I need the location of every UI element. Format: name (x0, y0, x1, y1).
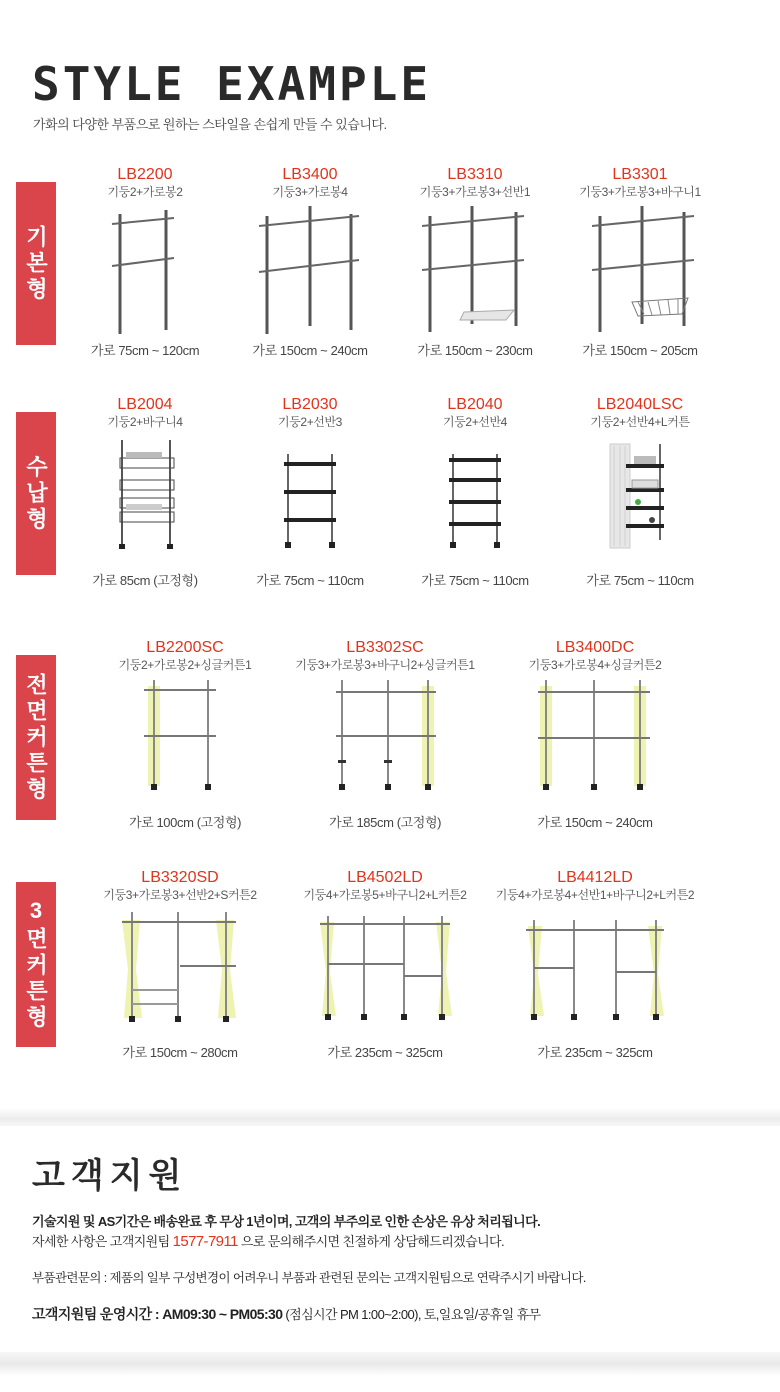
product-lb3302sc[interactable] (280, 639, 490, 673)
product-components: 기둥3+가로봉3+바구니2+싱글커튼1 (295, 658, 475, 672)
product-components: 기둥2+바구니4 (107, 415, 183, 429)
category-storage: 수납형 (16, 412, 56, 575)
product-image-lb2040 (445, 450, 505, 550)
product-width: 가로 75cm ~ 120cm (90, 343, 200, 358)
support-line-parts: 부품관련문의 : 제품의 일부 구성변경이 어려우니 부품과 관련된 문의는 고객지원팀으로 연락주시기 바랍니다. (32, 1271, 586, 1285)
product-lb3400dc[interactable] (500, 639, 690, 673)
product-lb3400[interactable] (225, 166, 395, 200)
product-components: 기둥3+가로봉3+바구니1 (579, 185, 701, 199)
product-lb3310[interactable] (390, 166, 560, 200)
product-code: LB3301 (612, 166, 668, 183)
product-image-lb3301 (590, 202, 700, 336)
product-image-lb4502ld (318, 914, 452, 1020)
product-lb3301[interactable] (555, 166, 725, 200)
page-title: STYLE EXAMPLE (32, 57, 432, 111)
product-width: 가로 85cm (고정형) (92, 573, 198, 588)
product-width: 가로 150cm ~ 230cm (417, 343, 533, 358)
product-components: 기둥2+선반4 (443, 415, 507, 429)
product-image-lb3310 (420, 202, 530, 336)
product-code: LB3320SD (141, 869, 219, 886)
product-code: LB3310 (447, 166, 503, 183)
product-lb2030[interactable] (225, 396, 395, 430)
product-components: 기둥3+가로봉4+싱글커튼2 (528, 658, 662, 672)
product-components: 기둥2+가로봉2+싱글커튼1 (118, 658, 252, 672)
product-components: 기둥3+가로봉3+선반1 (419, 185, 531, 199)
contact-text-post: 으로 문의해주시면 친절하게 상담해드리겠습니다. (240, 1234, 504, 1249)
product-components: 기둥2+가로봉2 (107, 185, 183, 199)
product-width: 가로 150cm ~ 240cm (252, 343, 368, 358)
category-three-side-curtain: 3면커튼형 (16, 882, 56, 1047)
product-width: 가로 150cm ~ 240cm (537, 815, 653, 830)
product-lb3320sd[interactable] (80, 869, 280, 903)
product-image-lb2030 (280, 450, 340, 550)
category-basic: 기본형 (16, 182, 56, 345)
contact-text-pre: 자세한 사항은 고객지원팀 (32, 1234, 170, 1249)
product-code: LB3302SC (346, 639, 424, 656)
product-code: LB2040 (447, 396, 503, 413)
hours-label: 고객지원팀 운영시간 : AM09:30 ~ PM05:30 (32, 1306, 283, 1322)
product-components: 기둥4+가로봉5+바구니2+L커튼2 (303, 888, 467, 902)
product-code: LB3400DC (555, 639, 635, 656)
support-title: 고객지원 (32, 1156, 188, 1196)
product-lb2200[interactable] (60, 166, 230, 200)
product-width: 가로 150cm ~ 280cm (122, 1045, 238, 1060)
product-code: LB4412LD (557, 869, 633, 886)
product-code: LB3400 (282, 166, 338, 183)
product-width: 가로 150cm ~ 205cm (582, 343, 698, 358)
product-lb4412ld[interactable] (488, 869, 702, 903)
product-width: 가로 235cm ~ 325cm (327, 1045, 443, 1060)
product-components: 기둥4+가로봉4+선반1+바구니2+L커튼2 (495, 888, 695, 902)
support-line-hours (32, 1304, 541, 1324)
product-lb4502ld[interactable] (285, 869, 485, 903)
hours-note: (점심시간 PM 1:00~2:00), 토,일요일/공휴일 휴무 (285, 1307, 541, 1322)
product-image-lb2040lsc (608, 440, 668, 550)
support-divider (0, 1108, 780, 1126)
product-width: 가로 185cm (고정형) (328, 815, 442, 830)
product-lb2040lsc[interactable] (555, 396, 725, 430)
product-code: LB2004 (117, 396, 173, 413)
support-line-warranty (32, 1211, 540, 1230)
product-lb2004[interactable] (60, 396, 230, 430)
product-image-lb3302sc (332, 678, 444, 790)
product-components: 기둥3+가로봉4 (272, 185, 348, 199)
product-width: 가로 75cm ~ 110cm (256, 573, 364, 588)
product-code: LB2200SC (146, 639, 224, 656)
warranty-text: 기술지원 및 AS기간은 배송완료 후 무상 1년이며, 고객의 부주의로 인한 손상은 유상 처리됩니다. (32, 1214, 541, 1229)
page-subtitle: 가화의 다양한 부품으로 원하는 스타일을 손쉽게 만들 수 있습니다. (33, 117, 387, 132)
product-width: 가로 235cm ~ 325cm (537, 1045, 653, 1060)
product-image-lb3320sd (118, 910, 240, 1022)
product-code: LB2030 (282, 396, 338, 413)
product-width: 가로 100cm (고정형) (128, 815, 242, 830)
product-code: LB4502LD (347, 869, 423, 886)
support-phone-link[interactable]: 1577-7911 (172, 1233, 238, 1250)
support-bottom-divider (0, 1352, 780, 1376)
product-lb2200sc[interactable] (90, 639, 280, 673)
product-components: 기둥2+선반4+L커튼 (590, 415, 690, 429)
support-line-contact (32, 1231, 504, 1250)
product-image-lb3400dc (534, 678, 656, 790)
product-code: LB2200 (117, 166, 173, 183)
product-image-lb3400 (255, 202, 365, 336)
product-image-lb2200sc (140, 678, 220, 790)
product-image-lb2004 (112, 440, 182, 550)
product-lb2040[interactable] (390, 396, 560, 430)
product-width: 가로 75cm ~ 110cm (421, 573, 529, 588)
product-components: 기둥3+가로봉3+선반2+S커튼2 (103, 888, 257, 902)
category-front-curtain: 전면커튼형 (16, 655, 56, 820)
product-image-lb4412ld (522, 918, 668, 1020)
product-code: LB2040LSC (596, 396, 684, 413)
product-components: 기둥2+선반3 (278, 415, 342, 429)
product-width: 가로 75cm ~ 110cm (586, 573, 694, 588)
product-image-lb2200 (100, 206, 190, 336)
